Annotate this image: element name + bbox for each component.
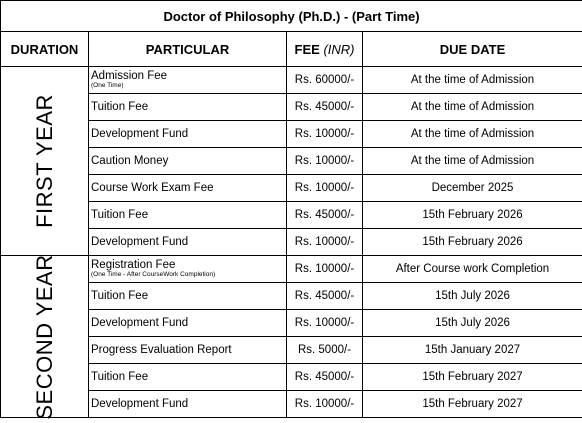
particular-label: Development Fund bbox=[91, 398, 189, 410]
particular-cell bbox=[89, 148, 287, 175]
second-year-cell bbox=[1, 253, 89, 420]
fee-cell: Rs. 45000/- bbox=[287, 202, 363, 229]
fee-cell: Rs. 60000/- bbox=[287, 67, 363, 94]
table-title: Doctor of Philosophy (Ph.D.) - (Part Time) bbox=[1, 1, 582, 32]
due-date-header: DUE DATE bbox=[363, 32, 582, 67]
particular-cell bbox=[89, 283, 287, 310]
first-year-cell bbox=[1, 67, 89, 256]
particular-note: (One Time - After CourseWork Completion) bbox=[91, 271, 216, 278]
particular-cell bbox=[89, 337, 287, 364]
fee-header-label: FEE bbox=[294, 41, 320, 57]
due-date-cell: At the time of Admission bbox=[363, 67, 582, 94]
due-date-cell: December 2025 bbox=[363, 175, 582, 202]
particular-cell bbox=[89, 94, 287, 121]
particular-label: Development Fund bbox=[91, 317, 189, 329]
particular-cell bbox=[89, 310, 287, 337]
particular-label: Progress Evaluation Report bbox=[91, 344, 232, 356]
fee-cell: Rs. 45000/- bbox=[287, 364, 363, 391]
particular-cell bbox=[89, 67, 287, 94]
fee-cell: Rs. 5000/- bbox=[287, 337, 363, 364]
particular-label: Tuition Fee bbox=[91, 371, 149, 383]
particular-label: Course Work Exam Fee bbox=[91, 182, 214, 194]
due-date-cell: 15th January 2027 bbox=[363, 337, 582, 364]
particular-cell bbox=[89, 391, 287, 418]
particular-label: Tuition Fee bbox=[91, 101, 149, 113]
particular-header: PARTICULAR bbox=[89, 32, 287, 67]
duration-header: DURATION bbox=[1, 32, 89, 67]
due-date-cell: 15th February 2026 bbox=[363, 202, 582, 229]
due-date-cell: At the time of Admission bbox=[363, 148, 582, 175]
due-date-cell: At the time of Admission bbox=[363, 121, 582, 148]
fee-cell: Rs. 10000/- bbox=[287, 256, 363, 283]
due-date-cell: 15th July 2026 bbox=[363, 310, 582, 337]
particular-label: Admission Fee bbox=[91, 70, 168, 82]
table-row bbox=[1, 256, 582, 283]
particular-label: Development Fund bbox=[91, 236, 189, 248]
particular-cell bbox=[89, 364, 287, 391]
due-date-cell: 15th July 2026 bbox=[363, 283, 582, 310]
fee-cell: Rs. 45000/- bbox=[287, 283, 363, 310]
table-row bbox=[1, 67, 582, 94]
particular-label: Tuition Fee bbox=[91, 290, 149, 302]
fee-cell: Rs. 10000/- bbox=[287, 391, 363, 418]
due-date-cell: 15th February 2026 bbox=[363, 229, 582, 256]
particular-label: Development Fund bbox=[91, 128, 189, 140]
particular-label: Registration Fee bbox=[91, 259, 176, 271]
fee-cell: Rs. 10000/- bbox=[287, 229, 363, 256]
particular-cell bbox=[89, 256, 287, 283]
particular-cell bbox=[89, 202, 287, 229]
due-date-cell: 15th February 2027 bbox=[363, 364, 582, 391]
particular-cell bbox=[89, 175, 287, 202]
fee-cell: Rs. 10000/- bbox=[287, 310, 363, 337]
header-row bbox=[1, 32, 582, 67]
due-date-cell: After Course work Completion bbox=[363, 256, 582, 283]
particular-cell bbox=[89, 229, 287, 256]
particular-cell bbox=[89, 121, 287, 148]
first-year-label: FIRST YEAR bbox=[31, 94, 57, 228]
fee-cell: Rs. 45000/- bbox=[287, 94, 363, 121]
fee-header bbox=[287, 32, 363, 67]
due-date-cell: At the time of Admission bbox=[363, 94, 582, 121]
fee-cell: Rs. 10000/- bbox=[287, 148, 363, 175]
particular-label: Tuition Fee bbox=[91, 209, 149, 221]
particular-note: (One Time) bbox=[91, 82, 124, 89]
fee-cell: Rs. 10000/- bbox=[287, 175, 363, 202]
due-date-cell: 15th February 2027 bbox=[363, 391, 582, 418]
fee-unit-label: (INR) bbox=[323, 41, 355, 57]
particular-label: Caution Money bbox=[91, 155, 169, 167]
second-year-label: SECOND YEAR bbox=[31, 253, 57, 420]
fee-cell: Rs. 10000/- bbox=[287, 121, 363, 148]
